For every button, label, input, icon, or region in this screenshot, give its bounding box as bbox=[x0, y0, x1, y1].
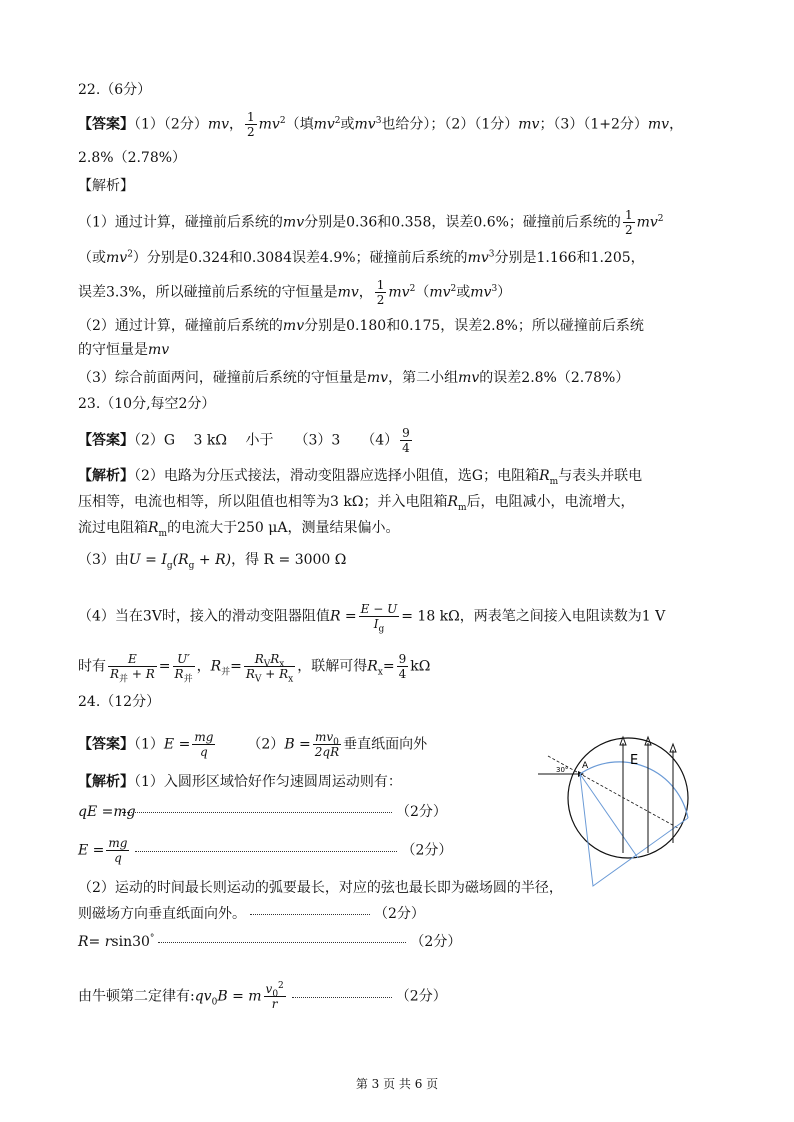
math: (R bbox=[172, 552, 189, 568]
text: 则磁场方向垂直纸面向外。 bbox=[78, 906, 246, 922]
q23-title: 23.（10分,每空2分） bbox=[78, 396, 216, 412]
text: sin30 bbox=[111, 934, 150, 950]
text: （2） bbox=[247, 736, 285, 753]
text: （或 bbox=[78, 250, 106, 266]
math: I bbox=[373, 617, 379, 631]
math: mv bbox=[518, 116, 540, 133]
math: U = I bbox=[128, 552, 167, 568]
angle-label: 30° bbox=[556, 766, 569, 774]
den: 2 bbox=[247, 125, 255, 139]
q23-j3: 流过电阻箱$R_m$的电流大于250 μA，测量结果偏小。 bbox=[78, 520, 400, 539]
den bbox=[173, 667, 195, 685]
math: B = m bbox=[217, 988, 262, 1005]
sup: 3 bbox=[375, 115, 382, 126]
math: mv bbox=[429, 284, 451, 301]
math: R bbox=[367, 658, 378, 675]
text: 与表头并联电 bbox=[558, 468, 643, 484]
fraction bbox=[173, 652, 195, 685]
text: = bbox=[382, 658, 395, 675]
q23-j6 bbox=[78, 652, 431, 685]
sub: 并 bbox=[183, 674, 193, 685]
den: 4 bbox=[398, 667, 407, 681]
q23-answer bbox=[78, 426, 414, 455]
sup: 2 bbox=[127, 249, 133, 260]
sub: 并 bbox=[119, 674, 129, 685]
text: 或 bbox=[340, 116, 355, 133]
fraction bbox=[108, 652, 157, 685]
page-footer: 第 3 页 共 6 页 bbox=[355, 1077, 439, 1091]
text: 流过电阻箱 bbox=[78, 520, 148, 536]
text: 时有 bbox=[78, 658, 106, 675]
sub: x bbox=[288, 674, 294, 685]
q22-p5 bbox=[78, 340, 169, 360]
sub: 0 bbox=[211, 997, 218, 1008]
den bbox=[108, 667, 157, 685]
q24-j3 bbox=[78, 904, 425, 924]
math: mv bbox=[282, 318, 305, 334]
math: mv bbox=[207, 116, 230, 133]
num bbox=[244, 652, 295, 670]
sup: 3 bbox=[488, 249, 495, 260]
sub: 0 bbox=[333, 737, 339, 748]
q22-jiexi-label: 【解析】 bbox=[78, 178, 134, 194]
num: U′ bbox=[173, 652, 195, 667]
text: 后，电阻减小，电流增大， bbox=[466, 494, 635, 510]
sub: 并 bbox=[221, 667, 231, 678]
fraction bbox=[359, 602, 400, 635]
sub: m bbox=[458, 502, 467, 513]
den: 2 bbox=[624, 223, 633, 237]
math: + R bbox=[261, 667, 289, 681]
text: （2）G 3 kΩ 小于 （3）3 （4） bbox=[134, 432, 399, 449]
text: （填 bbox=[285, 116, 314, 133]
q22-p3 bbox=[78, 278, 511, 307]
text: （2）通过计算，碰撞前后系统的 bbox=[78, 318, 283, 334]
math: + R bbox=[128, 667, 155, 681]
sub: g bbox=[188, 560, 195, 571]
num bbox=[313, 730, 341, 748]
math: mv bbox=[467, 250, 489, 266]
text: 分别是1.166和1.205， bbox=[494, 250, 645, 266]
math: mv bbox=[354, 116, 376, 133]
math: R bbox=[174, 667, 184, 681]
field-circle bbox=[568, 738, 688, 858]
sup: ° bbox=[149, 933, 155, 944]
num: mg bbox=[194, 730, 214, 744]
q22-title: 22.（6分） bbox=[78, 82, 152, 98]
text: 的电流大于250 μA，测量结果偏小。 bbox=[167, 520, 400, 536]
math: mv bbox=[366, 370, 389, 386]
q24-l1 bbox=[78, 802, 447, 822]
den: 2qR bbox=[314, 745, 340, 759]
math: mv bbox=[313, 116, 335, 133]
math: R bbox=[110, 667, 120, 681]
answer-label: 【答案】 bbox=[78, 432, 134, 449]
sup: 2 bbox=[279, 115, 286, 126]
fraction bbox=[264, 982, 286, 1011]
q23-j4 bbox=[78, 550, 346, 570]
answer-label: 【答案】 bbox=[78, 116, 134, 133]
math: R bbox=[210, 658, 222, 675]
math: R bbox=[254, 652, 264, 666]
num: E bbox=[108, 652, 157, 667]
q24-l4 bbox=[78, 932, 461, 952]
text: kΩ bbox=[410, 658, 431, 675]
score: （2分） bbox=[395, 988, 447, 1005]
text: （1）入圆形区域恰好作匀速圆周运动则有： bbox=[134, 774, 402, 790]
q22-answer-line2: 2.8%（2.78%） bbox=[78, 150, 187, 166]
dots bbox=[158, 941, 406, 943]
text: （ bbox=[415, 284, 430, 301]
math: mv bbox=[337, 284, 359, 301]
dots bbox=[122, 811, 392, 813]
text: 或 bbox=[456, 284, 471, 301]
math: mv bbox=[458, 370, 480, 386]
e-label: E bbox=[630, 753, 639, 768]
q22-p1 bbox=[78, 208, 664, 237]
fraction bbox=[623, 208, 635, 237]
text: （1）（2分） bbox=[134, 116, 208, 133]
text: = 18 kΩ，两表笔之间接入电阻读数为1 V bbox=[401, 608, 666, 625]
sub: V bbox=[254, 674, 262, 685]
score: （2分） bbox=[410, 934, 462, 950]
num: 9 bbox=[402, 426, 410, 440]
text: （4）当在3V时，接入的滑动变阻器阻值 bbox=[78, 608, 330, 625]
fraction bbox=[245, 110, 257, 139]
math: R = bbox=[329, 608, 357, 625]
text: （1） bbox=[134, 736, 164, 753]
math: + R) bbox=[194, 552, 232, 568]
q23-j5 bbox=[78, 602, 666, 635]
den: r bbox=[271, 997, 278, 1011]
point-a: A bbox=[582, 761, 589, 771]
math: mv bbox=[636, 214, 658, 231]
q24-l5 bbox=[78, 982, 447, 1011]
text: ，第二小组 bbox=[388, 370, 459, 386]
sub: m bbox=[158, 528, 168, 539]
fraction bbox=[192, 730, 215, 759]
jiexi-label: 【解析】 bbox=[78, 774, 134, 790]
text: 压相等，电流也相等，所以阻值也相等为3 kΩ；并入电阻箱 bbox=[78, 494, 448, 510]
field-diagram bbox=[528, 728, 718, 903]
sup: 2 bbox=[450, 283, 457, 294]
q23-j2: 压相等，电流也相等，所以阻值也相等为3 kΩ；并入电阻箱$R_m$后，电阻减小，电流增大， bbox=[78, 494, 635, 513]
num: 9 bbox=[398, 652, 407, 666]
fraction bbox=[400, 426, 412, 455]
q22-p4 bbox=[78, 316, 644, 336]
math: mv bbox=[148, 342, 170, 358]
text: 分别是0.36和0.358，误差0.6%；碰撞前后系统的 bbox=[304, 214, 621, 231]
q24-title: 24.（12分） bbox=[78, 694, 161, 710]
math: mv bbox=[106, 250, 128, 266]
q22-answer-line1 bbox=[78, 110, 683, 139]
text: 的误差2.8%（2.78%） bbox=[479, 370, 630, 386]
text: ，得 R = 3000 Ω bbox=[231, 552, 347, 568]
text: ，联解可得 bbox=[297, 658, 368, 675]
math: mv bbox=[258, 116, 280, 133]
math: mv bbox=[647, 116, 670, 133]
num: E − U bbox=[360, 602, 398, 616]
fraction bbox=[106, 836, 129, 865]
score: （2分） bbox=[374, 906, 425, 922]
q24-answer bbox=[78, 730, 427, 759]
num: mg bbox=[108, 836, 128, 850]
text: ， bbox=[229, 116, 244, 133]
text: = bbox=[158, 658, 171, 675]
score: （2分） bbox=[401, 842, 453, 859]
math: qv bbox=[194, 988, 212, 1005]
sub: m bbox=[549, 476, 559, 487]
num: 1 bbox=[624, 208, 633, 222]
dots bbox=[135, 850, 397, 852]
sup: 2 bbox=[278, 981, 284, 991]
sub: x bbox=[377, 667, 383, 678]
text: ， bbox=[358, 284, 373, 301]
text: （2）电路为分压式接法，滑动变阻器应选择小阻值，选G；电阻箱 bbox=[134, 468, 540, 484]
text: ， bbox=[196, 658, 211, 675]
text: ， bbox=[669, 116, 684, 133]
text: （3）综合前面两问，碰撞前后系统的守恒量是 bbox=[78, 370, 367, 386]
num: 1 bbox=[376, 278, 385, 292]
num bbox=[264, 981, 286, 1000]
q22-p2 bbox=[78, 248, 645, 268]
den: 4 bbox=[402, 441, 410, 455]
text: 误差3.3%，所以碰撞前后系统的守恒量是 bbox=[78, 284, 338, 301]
text: = bbox=[230, 658, 242, 675]
sup: 2 bbox=[334, 115, 341, 126]
jiexi-label: 【解析】 bbox=[78, 468, 134, 484]
text: （3）由 bbox=[78, 552, 129, 568]
den: q bbox=[114, 851, 122, 865]
fraction bbox=[375, 278, 387, 307]
text: （1）通过计算，碰撞前后系统的 bbox=[78, 214, 283, 231]
math: mv bbox=[315, 730, 334, 744]
text: ）分别是0.324和0.3084误差4.9%；碰撞前后系统的 bbox=[132, 250, 468, 266]
sup: 3 bbox=[491, 283, 498, 294]
math: E = bbox=[163, 736, 191, 753]
math: B = bbox=[284, 736, 311, 753]
blue-triangle bbox=[580, 774, 688, 886]
sub: g bbox=[166, 560, 173, 571]
math: mv bbox=[470, 284, 492, 301]
sub: g bbox=[378, 624, 385, 635]
text: 也给分）；（2）（1分） bbox=[381, 116, 519, 133]
q22-p6 bbox=[78, 368, 629, 388]
text: ；（3）（1+2分） bbox=[539, 116, 648, 133]
fraction bbox=[244, 652, 295, 685]
arc-path bbox=[580, 762, 688, 818]
fraction bbox=[313, 730, 341, 759]
q24-j1 bbox=[78, 772, 402, 792]
text: 的守恒量是 bbox=[78, 342, 148, 358]
num: 1 bbox=[247, 110, 255, 124]
math: mv bbox=[282, 214, 305, 231]
sup: 2 bbox=[657, 213, 664, 224]
math: R= r bbox=[78, 934, 112, 950]
math: mv bbox=[388, 284, 410, 301]
sub: x bbox=[279, 659, 285, 670]
sub: 0 bbox=[272, 989, 279, 1000]
den: q bbox=[200, 745, 208, 759]
math: R bbox=[270, 652, 280, 666]
math: qE =mg bbox=[78, 804, 136, 820]
sub: V bbox=[263, 659, 271, 670]
den: 2 bbox=[376, 293, 385, 307]
text: ） bbox=[497, 284, 512, 301]
fraction bbox=[397, 652, 409, 681]
q24-j2: （2）运动的时间最长则运动的弧要最长，对应的弦也最长即为磁场圆的半径， bbox=[78, 880, 563, 896]
q24-l2 bbox=[78, 836, 452, 865]
math: E = bbox=[78, 842, 105, 859]
dots bbox=[250, 913, 370, 915]
den bbox=[244, 667, 295, 685]
score: （2分） bbox=[396, 804, 447, 820]
answer-label: 【答案】 bbox=[78, 736, 134, 753]
math: R bbox=[245, 667, 255, 681]
math: v bbox=[265, 982, 273, 996]
den bbox=[359, 617, 400, 635]
q23-j1: 【解析】（2）电路为分压式接法，滑动变阻器应选择小阻值，选G；电阻箱$R_m$与表头并联电 bbox=[78, 468, 643, 487]
text: 由牛顿第二定律有: bbox=[78, 988, 195, 1005]
dots bbox=[292, 996, 392, 998]
sup: 2 bbox=[409, 283, 416, 294]
text: 分别是0.180和0.175，误差2.8%；所以碰撞前后系统 bbox=[304, 318, 644, 334]
text: 垂直纸面向外 bbox=[343, 736, 428, 753]
